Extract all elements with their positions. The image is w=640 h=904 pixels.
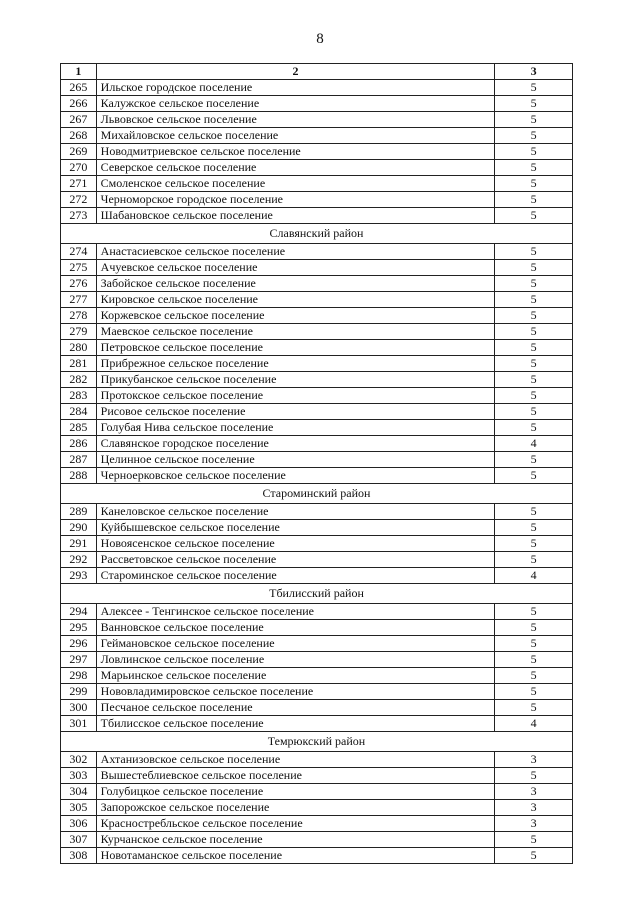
settlement-value: 5 bbox=[495, 668, 573, 684]
settlement-name: Ахтанизовское сельское поселение bbox=[96, 752, 495, 768]
settlement-name: Вышестеблиевское сельское поселение bbox=[96, 768, 495, 784]
table-row bbox=[61, 832, 573, 848]
settlement-name: Северское сельское поселение bbox=[96, 160, 495, 176]
settlement-name: Алексее - Тенгинское сельское поселение bbox=[96, 604, 495, 620]
settlement-value: 5 bbox=[495, 636, 573, 652]
settlement-name: Прикубанское сельское поселение bbox=[96, 372, 495, 388]
settlement-value: 5 bbox=[495, 340, 573, 356]
table-row bbox=[61, 308, 573, 324]
row-number: 308 bbox=[61, 848, 97, 864]
settlement-value: 5 bbox=[495, 684, 573, 700]
row-number: 266 bbox=[61, 96, 97, 112]
column-header-2: 2 bbox=[96, 64, 495, 80]
row-number: 276 bbox=[61, 276, 97, 292]
settlement-name: Калужское сельское поселение bbox=[96, 96, 495, 112]
table-row bbox=[61, 468, 573, 484]
row-number: 296 bbox=[61, 636, 97, 652]
table-row bbox=[61, 176, 573, 192]
settlement-value: 5 bbox=[495, 308, 573, 324]
settlement-value: 5 bbox=[495, 768, 573, 784]
settlement-value: 5 bbox=[495, 208, 573, 224]
settlement-name: Нововладимировское сельское поселение bbox=[96, 684, 495, 700]
row-number: 277 bbox=[61, 292, 97, 308]
settlement-name: Староминское сельское поселение bbox=[96, 568, 495, 584]
row-number: 272 bbox=[61, 192, 97, 208]
settlement-value: 5 bbox=[495, 452, 573, 468]
settlement-value: 3 bbox=[495, 752, 573, 768]
settlement-name: Кировское сельское поселение bbox=[96, 292, 495, 308]
row-number: 307 bbox=[61, 832, 97, 848]
row-number: 283 bbox=[61, 388, 97, 404]
settlement-name: Новодмитриевское сельское поселение bbox=[96, 144, 495, 160]
table-row bbox=[61, 292, 573, 308]
settlement-name: Протокское сельское поселение bbox=[96, 388, 495, 404]
table-row bbox=[61, 668, 573, 684]
row-number: 282 bbox=[61, 372, 97, 388]
settlement-value: 5 bbox=[495, 604, 573, 620]
settlement-name: Новотаманское сельское поселение bbox=[96, 848, 495, 864]
settlement-value: 5 bbox=[495, 848, 573, 864]
settlement-value: 5 bbox=[495, 520, 573, 536]
table-row bbox=[61, 208, 573, 224]
settlement-name: Черноерковское сельское поселение bbox=[96, 468, 495, 484]
settlement-name: Славянское городское поселение bbox=[96, 436, 495, 452]
table-row bbox=[61, 452, 573, 468]
row-number: 265 bbox=[61, 80, 97, 96]
settlement-value: 4 bbox=[495, 716, 573, 732]
row-number: 269 bbox=[61, 144, 97, 160]
row-number: 268 bbox=[61, 128, 97, 144]
settlement-name: Марьинское сельское поселение bbox=[96, 668, 495, 684]
table-row bbox=[61, 324, 573, 340]
row-number: 274 bbox=[61, 244, 97, 260]
table-row bbox=[61, 620, 573, 636]
table-row bbox=[61, 752, 573, 768]
table-row bbox=[61, 340, 573, 356]
settlement-value: 5 bbox=[495, 552, 573, 568]
table-row bbox=[61, 716, 573, 732]
table-row bbox=[61, 244, 573, 260]
settlement-name: Голубая Нива сельское поселение bbox=[96, 420, 495, 436]
settlement-value: 3 bbox=[495, 816, 573, 832]
row-number: 267 bbox=[61, 112, 97, 128]
row-number: 279 bbox=[61, 324, 97, 340]
row-number: 286 bbox=[61, 436, 97, 452]
row-number: 273 bbox=[61, 208, 97, 224]
table-header-row bbox=[61, 64, 573, 80]
settlement-name: Куйбышевское сельское поселение bbox=[96, 520, 495, 536]
table-row bbox=[61, 684, 573, 700]
region-header-row bbox=[61, 732, 573, 752]
settlement-name: Рисовое сельское поселение bbox=[96, 404, 495, 420]
settlement-value: 5 bbox=[495, 260, 573, 276]
region-name: Староминский район bbox=[61, 484, 573, 504]
table-row bbox=[61, 420, 573, 436]
table-row bbox=[61, 436, 573, 452]
row-number: 298 bbox=[61, 668, 97, 684]
settlement-name: Львовское сельское поселение bbox=[96, 112, 495, 128]
row-number: 300 bbox=[61, 700, 97, 716]
table-row bbox=[61, 568, 573, 584]
settlement-name: Ачуевское сельское поселение bbox=[96, 260, 495, 276]
settlement-name: Песчаное сельское поселение bbox=[96, 700, 495, 716]
settlement-value: 5 bbox=[495, 80, 573, 96]
table-row bbox=[61, 700, 573, 716]
table-row bbox=[61, 80, 573, 96]
table-row bbox=[61, 800, 573, 816]
settlement-name: Курчанское сельское поселение bbox=[96, 832, 495, 848]
region-name: Тбилисский район bbox=[61, 584, 573, 604]
row-number: 293 bbox=[61, 568, 97, 584]
row-number: 287 bbox=[61, 452, 97, 468]
region-name: Темрюкский район bbox=[61, 732, 573, 752]
region-header-row bbox=[61, 224, 573, 244]
row-number: 288 bbox=[61, 468, 97, 484]
settlement-name: Маевское сельское поселение bbox=[96, 324, 495, 340]
table-row bbox=[61, 504, 573, 520]
settlement-name: Тбилисское сельское поселение bbox=[96, 716, 495, 732]
table-row bbox=[61, 784, 573, 800]
settlement-name: Целинное сельское поселение bbox=[96, 452, 495, 468]
row-number: 285 bbox=[61, 420, 97, 436]
settlement-value: 5 bbox=[495, 356, 573, 372]
row-number: 303 bbox=[61, 768, 97, 784]
table-row bbox=[61, 372, 573, 388]
settlement-name: Запорожское сельское поселение bbox=[96, 800, 495, 816]
settlement-name: Ванновское сельское поселение bbox=[96, 620, 495, 636]
row-number: 289 bbox=[61, 504, 97, 520]
settlement-value: 5 bbox=[495, 244, 573, 260]
settlement-value: 5 bbox=[495, 144, 573, 160]
row-number: 301 bbox=[61, 716, 97, 732]
row-number: 290 bbox=[61, 520, 97, 536]
settlement-value: 5 bbox=[495, 468, 573, 484]
row-number: 297 bbox=[61, 652, 97, 668]
row-number: 304 bbox=[61, 784, 97, 800]
settlement-value: 5 bbox=[495, 652, 573, 668]
row-number: 299 bbox=[61, 684, 97, 700]
row-number: 292 bbox=[61, 552, 97, 568]
settlement-name: Забойское сельское поселение bbox=[96, 276, 495, 292]
settlements-table bbox=[60, 63, 573, 864]
settlement-value: 5 bbox=[495, 372, 573, 388]
table-row bbox=[61, 848, 573, 864]
settlement-value: 4 bbox=[495, 436, 573, 452]
table-row bbox=[61, 536, 573, 552]
row-number: 306 bbox=[61, 816, 97, 832]
settlement-value: 5 bbox=[495, 96, 573, 112]
row-number: 275 bbox=[61, 260, 97, 276]
settlement-value: 5 bbox=[495, 292, 573, 308]
settlement-value: 5 bbox=[495, 276, 573, 292]
table-row bbox=[61, 112, 573, 128]
row-number: 305 bbox=[61, 800, 97, 816]
settlement-name: Красностребльское сельское поселение bbox=[96, 816, 495, 832]
region-name: Славянский район bbox=[61, 224, 573, 244]
settlement-name: Прибрежное сельское поселение bbox=[96, 356, 495, 372]
settlement-name: Коржевское сельское поселение bbox=[96, 308, 495, 324]
settlement-name: Геймановское сельское поселение bbox=[96, 636, 495, 652]
table-row bbox=[61, 604, 573, 620]
settlement-value: 5 bbox=[495, 504, 573, 520]
region-header-row bbox=[61, 584, 573, 604]
table-row bbox=[61, 144, 573, 160]
settlement-value: 4 bbox=[495, 568, 573, 584]
table-row bbox=[61, 160, 573, 176]
table-row bbox=[61, 192, 573, 208]
settlement-name: Смоленское сельское поселение bbox=[96, 176, 495, 192]
row-number: 302 bbox=[61, 752, 97, 768]
table-row bbox=[61, 96, 573, 112]
table-row bbox=[61, 404, 573, 420]
settlement-value: 5 bbox=[495, 128, 573, 144]
settlement-value: 5 bbox=[495, 160, 573, 176]
row-number: 270 bbox=[61, 160, 97, 176]
settlement-name: Черноморское городское поселение bbox=[96, 192, 495, 208]
settlement-value: 5 bbox=[495, 112, 573, 128]
row-number: 281 bbox=[61, 356, 97, 372]
settlement-value: 5 bbox=[495, 404, 573, 420]
settlement-name: Рассветовское сельское поселение bbox=[96, 552, 495, 568]
row-number: 271 bbox=[61, 176, 97, 192]
column-header-3: 3 bbox=[495, 64, 573, 80]
table-row bbox=[61, 260, 573, 276]
region-header-row bbox=[61, 484, 573, 504]
row-number: 280 bbox=[61, 340, 97, 356]
table-row bbox=[61, 356, 573, 372]
settlement-name: Голубицкое сельское поселение bbox=[96, 784, 495, 800]
settlement-value: 3 bbox=[495, 800, 573, 816]
row-number: 294 bbox=[61, 604, 97, 620]
table-row bbox=[61, 816, 573, 832]
settlement-name: Анастасиевское сельское поселение bbox=[96, 244, 495, 260]
table-row bbox=[61, 768, 573, 784]
settlement-value: 5 bbox=[495, 832, 573, 848]
settlement-value: 5 bbox=[495, 536, 573, 552]
settlement-name: Канеловское сельское поселение bbox=[96, 504, 495, 520]
row-number: 284 bbox=[61, 404, 97, 420]
table-row bbox=[61, 128, 573, 144]
settlement-value: 5 bbox=[495, 176, 573, 192]
table-row bbox=[61, 520, 573, 536]
table-body bbox=[61, 80, 573, 864]
settlement-name: Петровское сельское поселение bbox=[96, 340, 495, 356]
settlement-name: Ильское городское поселение bbox=[96, 80, 495, 96]
settlement-value: 5 bbox=[495, 192, 573, 208]
settlement-value: 3 bbox=[495, 784, 573, 800]
settlement-name: Ловлинское сельское поселение bbox=[96, 652, 495, 668]
row-number: 291 bbox=[61, 536, 97, 552]
settlement-value: 5 bbox=[495, 700, 573, 716]
settlement-name: Шабановское сельское поселение bbox=[96, 208, 495, 224]
settlement-name: Михайловское сельское поселение bbox=[96, 128, 495, 144]
column-header-1: 1 bbox=[61, 64, 97, 80]
table-row bbox=[61, 652, 573, 668]
table-row bbox=[61, 552, 573, 568]
settlement-value: 5 bbox=[495, 420, 573, 436]
table-row bbox=[61, 388, 573, 404]
settlement-value: 5 bbox=[495, 388, 573, 404]
settlement-value: 5 bbox=[495, 620, 573, 636]
settlement-name: Новоясенское сельское поселение bbox=[96, 536, 495, 552]
settlement-value: 5 bbox=[495, 324, 573, 340]
row-number: 278 bbox=[61, 308, 97, 324]
table-row bbox=[61, 276, 573, 292]
row-number: 295 bbox=[61, 620, 97, 636]
table-row bbox=[61, 636, 573, 652]
page-number: 8 bbox=[316, 31, 324, 47]
